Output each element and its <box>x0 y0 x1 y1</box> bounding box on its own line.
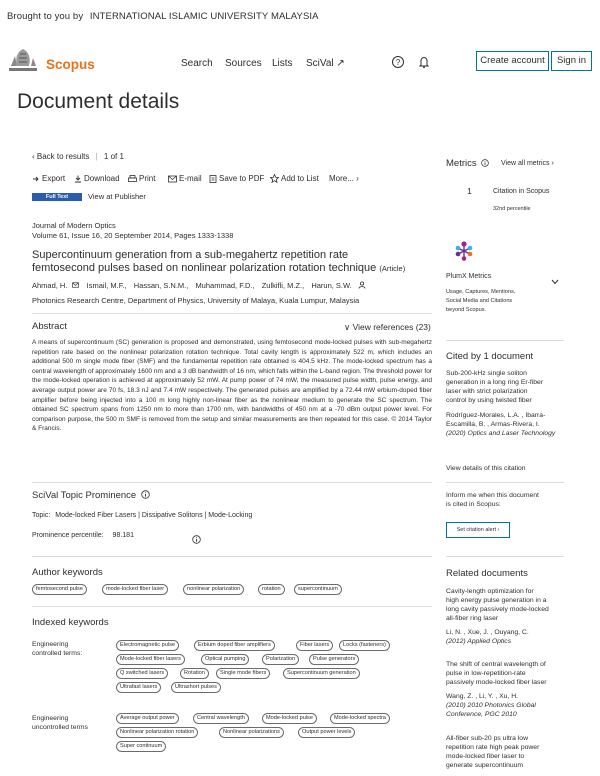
related-doc-title[interactable] <box>446 660 568 687</box>
email-label: E-mail <box>179 174 202 183</box>
pdf-icon <box>209 175 217 183</box>
prominence-row <box>32 532 134 539</box>
indexed-keywords-heading: Indexed keywords <box>32 617 109 628</box>
export-label: Export <box>42 174 66 183</box>
title-line: passively mode-locked fiber laser <box>446 679 547 686</box>
prominence-label: Prominence percentile: <box>32 532 104 539</box>
controlled-label-line2: controlled terms: <box>32 650 83 657</box>
related-doc-source: (2012) Applied Optics <box>446 638 512 645</box>
download-label: Download <box>84 174 120 183</box>
set-citation-alert-button[interactable]: Set citation alert › <box>446 522 510 538</box>
more-button[interactable]: More... › <box>329 174 359 183</box>
save-pdf-button[interactable] <box>209 174 264 183</box>
brought-prefix: Brought to you by <box>7 11 84 22</box>
title-line: laser with strict polarization <box>446 388 528 395</box>
journal-details: Volume 61, Issue 16, 20 September 2014, Pages 1333-1338 <box>32 231 234 240</box>
metrics-heading <box>446 158 489 169</box>
related-doc-title[interactable] <box>446 587 568 623</box>
scival-heading-text: SciVal Topic Prominence <box>32 490 137 501</box>
related-document <box>446 587 568 646</box>
metrics-heading-text: Metrics <box>446 158 477 169</box>
separator: | <box>95 152 98 161</box>
controlled-term-pill[interactable]: Supercontinuum generation <box>283 668 360 679</box>
abstract-text: A means of supercontinuum (SC) generation is proposed and demonstrated, using femtosecond mode-locked pulses with sub-megahertz repetition rate based on the nonlinear polarization rotation technique. Total cavity length is approximately 522 m, which includes an additional 500 m single mode fiber (SMF) and the fundamental repetition rate obtained is 404.5 kHz. The mode-locked spectrum has a central wavelength of approximately 1600 nm and a 3 dB bandwidth of 16 nm, which falls within the L-band region. The threshold power for the mode-locked operation is achieved at approximately 52 mW. At pump power of 74 mW, the measured pulse width, pulse energy, and average output power are 70 fs, 18.3 nJ and 7.4 mW respectively. The generated pulses are amplified by a 72.44 mW erbium-doped fiber amplifier before being injected into a 100 m long highly non-linear fiber as the nonlinear medium to generate the SC spectrum. The obtained SC spectrum spans from 1250 nm to more than 1700 nm, with bandwidths of 450 nm at a -70 dBm output power level. For comparison purpose, the 500 m SMF is removed from the setup and similar measurements are then repeated for this case. © 2014 Taylor & Francis. <box>32 339 432 433</box>
abstract-heading: Abstract <box>32 321 67 332</box>
title-line: high energy pulse generation in a <box>446 597 547 604</box>
author-keyword-pill[interactable]: rotation <box>258 584 285 595</box>
uncontrolled-term-pill[interactable]: Nonlinear polarizations <box>219 727 284 738</box>
add-to-list-button[interactable] <box>270 174 319 183</box>
email-button[interactable] <box>168 174 202 183</box>
back-row <box>32 152 124 161</box>
title-line: all-fiber ring laser <box>446 615 499 622</box>
view-at-publisher-link[interactable]: View at Publisher <box>88 192 146 201</box>
controlled-term-pill[interactable]: Single mode fibers <box>216 668 270 679</box>
print-label: Print <box>139 174 156 183</box>
plumx-logo-icon <box>454 240 474 267</box>
controlled-term-pill[interactable]: Pulse generators <box>309 654 359 665</box>
chevron-down-icon[interactable] <box>551 272 559 290</box>
divider <box>446 482 564 483</box>
source-line: (2010) 2010 Photonics Global <box>446 702 536 709</box>
title-line: The shift of central wavelength of <box>446 661 546 668</box>
full-text-badge[interactable]: Full Text <box>32 193 82 201</box>
affiliation: Photonics Research Centre, Department of Physics, University of Malaya, Kuala Lumpur, Malaysia <box>32 296 360 305</box>
uncontrolled-term-pill[interactable]: Output power levels <box>298 727 355 738</box>
cited-by-document <box>446 369 568 438</box>
cited-doc-authors <box>446 411 568 429</box>
pagination: 1 of 1 <box>103 152 124 161</box>
print-button[interactable] <box>128 174 155 183</box>
create-account-button[interactable]: Create account <box>476 51 549 71</box>
author-keyword-pill[interactable]: nonlinear polarization <box>183 584 244 595</box>
related-document <box>446 734 568 770</box>
uncontrolled-term-pill[interactable]: Average output power <box>116 713 179 724</box>
elsevier-logo-icon[interactable] <box>7 46 39 74</box>
email-icon <box>168 175 177 183</box>
scival-topic <box>32 512 252 519</box>
controlled-term-pill[interactable]: Locks (fasteners) <box>339 640 390 651</box>
related-doc-source <box>446 701 568 719</box>
uncontrolled-term-pill[interactable]: Mode-locked spectra <box>330 713 390 724</box>
related-doc-title[interactable] <box>446 734 568 770</box>
nav-sources[interactable]: Sources <box>225 58 262 69</box>
top-navigation <box>0 42 600 82</box>
journal-name[interactable]: Journal of Modern Optics <box>32 221 116 230</box>
citation-count: 1 <box>467 186 472 196</box>
brought-to-you-by <box>7 11 319 22</box>
title-line: long cavity passively mode-locked <box>446 606 549 613</box>
journal-info <box>32 221 233 241</box>
info-icon <box>141 490 150 499</box>
title-line: Sub-200-kHz single soliton <box>446 370 527 377</box>
institution-name: INTERNATIONAL ISLAMIC UNIVERSITY MALAYSIA <box>89 11 319 22</box>
back-to-results-link[interactable]: ‹ Back to results <box>32 152 90 161</box>
title-line: All-fiber sub-20 ps ultra low <box>446 735 528 742</box>
info-icon <box>481 159 489 167</box>
person-icon <box>358 281 366 289</box>
title-line-2: femtosecond pulses based on nonlinear polarization rotation technique <box>32 262 377 274</box>
divider <box>32 313 432 314</box>
divider <box>32 606 432 607</box>
authors-list <box>32 281 366 290</box>
scival-heading <box>32 490 150 501</box>
export-icon <box>32 175 40 183</box>
author-link[interactable]: Hassan, S.N.M., <box>133 281 189 290</box>
page-title: Document details <box>17 90 180 113</box>
info-icon[interactable] <box>192 531 201 549</box>
plumx-description <box>446 288 515 315</box>
help-icon[interactable] <box>391 55 405 69</box>
divider <box>446 340 564 341</box>
add-to-list-label: Add to List <box>281 174 319 183</box>
prominence-value: 98.181 <box>112 532 134 539</box>
print-icon <box>128 175 137 183</box>
author-line: Escamilla, B. , Armas-Rivera, I. <box>446 421 540 428</box>
document-title <box>32 249 412 275</box>
citation-percentile: 32nd percentile <box>493 206 531 212</box>
related-documents-heading: Related documents <box>446 568 528 579</box>
alert-text-line: is cited in Scopus: <box>446 501 501 508</box>
controlled-term-pill[interactable]: Electromagnetic pulse <box>116 640 179 651</box>
topic-label: Topic: <box>32 512 51 519</box>
document-toolbar <box>32 174 392 186</box>
controlled-term-pill[interactable]: Optical pumping <box>201 654 249 665</box>
title-line: generation in a long ring Er-fiber <box>446 379 544 386</box>
plumx-metrics-title[interactable]: PlumX Metrics <box>446 273 492 280</box>
title-line: control by using twisted fiber <box>446 397 532 404</box>
document-type: (Article) <box>379 264 406 273</box>
controlled-term-pill[interactable]: Ultrafast lasers <box>116 682 161 693</box>
title-line: generate supercontinuum <box>446 762 524 769</box>
download-icon <box>74 175 82 183</box>
svg-text:?: ? <box>395 58 401 67</box>
uncontrolled-term-pill[interactable]: Super continuum <box>116 741 166 752</box>
controlled-term-pill[interactable]: Polarization <box>262 654 299 665</box>
author-link[interactable]: Zulkifli, M.Z., <box>261 281 305 290</box>
controlled-term-pill[interactable]: Mode-locked fiber lasers <box>116 654 185 665</box>
related-doc-authors: Wang, Z. , Li, Y. , Xu, H. <box>446 693 519 700</box>
author-link[interactable]: Muhammad, F.D., <box>195 281 255 290</box>
related-document <box>446 660 568 719</box>
citation-alert-text <box>446 491 539 509</box>
uncontrolled-term-pill[interactable]: Central wavelength <box>193 713 249 724</box>
save-pdf-label: Save to PDF <box>219 174 265 183</box>
uncontrolled-term-pill[interactable]: Nonlinear polarization rotation <box>116 727 198 738</box>
plumx-desc-line: Usage, Captures, Mentions, <box>446 289 516 295</box>
scopus-logo[interactable]: Scopus <box>46 57 95 72</box>
controlled-term-pill[interactable]: Q switched lasers <box>116 668 168 679</box>
controlled-term-pill[interactable]: Ultrashort pulses <box>171 682 221 693</box>
view-all-metrics-link[interactable]: View all metrics › <box>501 160 554 167</box>
star-icon <box>270 174 279 183</box>
plumx-desc-line: beyond Scopus. <box>446 307 487 313</box>
plumx-desc-line: Social Media and Citations <box>446 298 513 304</box>
alert-text-line: Inform me when this document <box>446 492 539 499</box>
source-line: Conference, PGC 2010 <box>446 711 517 718</box>
uncontrolled-label-line2: uncontrolled terms <box>32 724 88 731</box>
email-icon <box>72 282 79 288</box>
view-references-link[interactable]: ∨ View references (23) <box>344 322 431 332</box>
cited-doc-source: (2020) Optics and Laser Technology <box>446 430 556 437</box>
divider <box>32 482 432 483</box>
author-keyword-pill[interactable]: supercontinuum <box>294 584 342 595</box>
author-keywords-heading: Author keywords <box>32 567 103 578</box>
controlled-label-line1: Engineering <box>32 641 69 648</box>
related-doc-authors: Li, N. , Xue, J. , Ouyang, C. <box>446 629 529 636</box>
author-link[interactable]: Harun, S.W. <box>311 281 352 290</box>
controlled-term-pill[interactable]: Rotation <box>180 668 209 679</box>
cited-by-heading: Cited by 1 document <box>446 351 534 362</box>
sign-in-button[interactable]: Sign in <box>551 51 592 71</box>
author-link[interactable]: Ismail, M.F., <box>86 281 127 290</box>
nav-search[interactable]: Search <box>181 58 213 69</box>
download-button[interactable] <box>74 174 120 183</box>
cited-doc-title[interactable] <box>446 369 568 405</box>
title-line: repetition rate high peak power <box>446 744 540 751</box>
controlled-term-pill[interactable]: Fiber lasers <box>296 640 333 651</box>
export-button[interactable] <box>32 174 65 183</box>
controlled-term-pill[interactable]: Erbium doped fiber amplifiers <box>194 640 275 651</box>
author-keyword-pill[interactable]: mode-locked fiber laser <box>102 584 168 595</box>
divider <box>32 556 432 557</box>
nav-scival[interactable]: SciVal ↗ <box>306 58 345 69</box>
nav-lists[interactable]: Lists <box>272 58 293 69</box>
uncontrolled-terms-label <box>32 714 88 732</box>
uncontrolled-label-line1: Engineering <box>32 715 69 722</box>
author-keyword-pill[interactable]: femtosecond pulse <box>32 584 87 595</box>
divider <box>446 556 564 557</box>
title-line: pulse in low-repetition-rate <box>446 670 526 677</box>
topic-value[interactable]: Mode-locked Fiber Lasers | Dissipative Solitons | Mode-Locking <box>55 512 253 519</box>
view-citation-details-link[interactable]: View details of this citation <box>446 465 526 472</box>
citation-count-label[interactable]: Citation in Scopus <box>493 188 550 195</box>
author-link[interactable]: Ahmad, H. <box>32 281 68 290</box>
author-line: Rodríguez-Morales, L.A. , Ibarra- <box>446 412 546 419</box>
title-line: mode-locked fiber laser to <box>446 753 525 760</box>
controlled-terms-label <box>32 640 82 658</box>
title-line-1: Supercontinuum generation from a sub-megahertz repetition rate <box>32 249 349 261</box>
title-line: Cavity-length optimization for <box>446 588 534 595</box>
bell-icon[interactable] <box>417 55 431 69</box>
uncontrolled-term-pill[interactable]: Mode-locked pulse <box>262 713 317 724</box>
